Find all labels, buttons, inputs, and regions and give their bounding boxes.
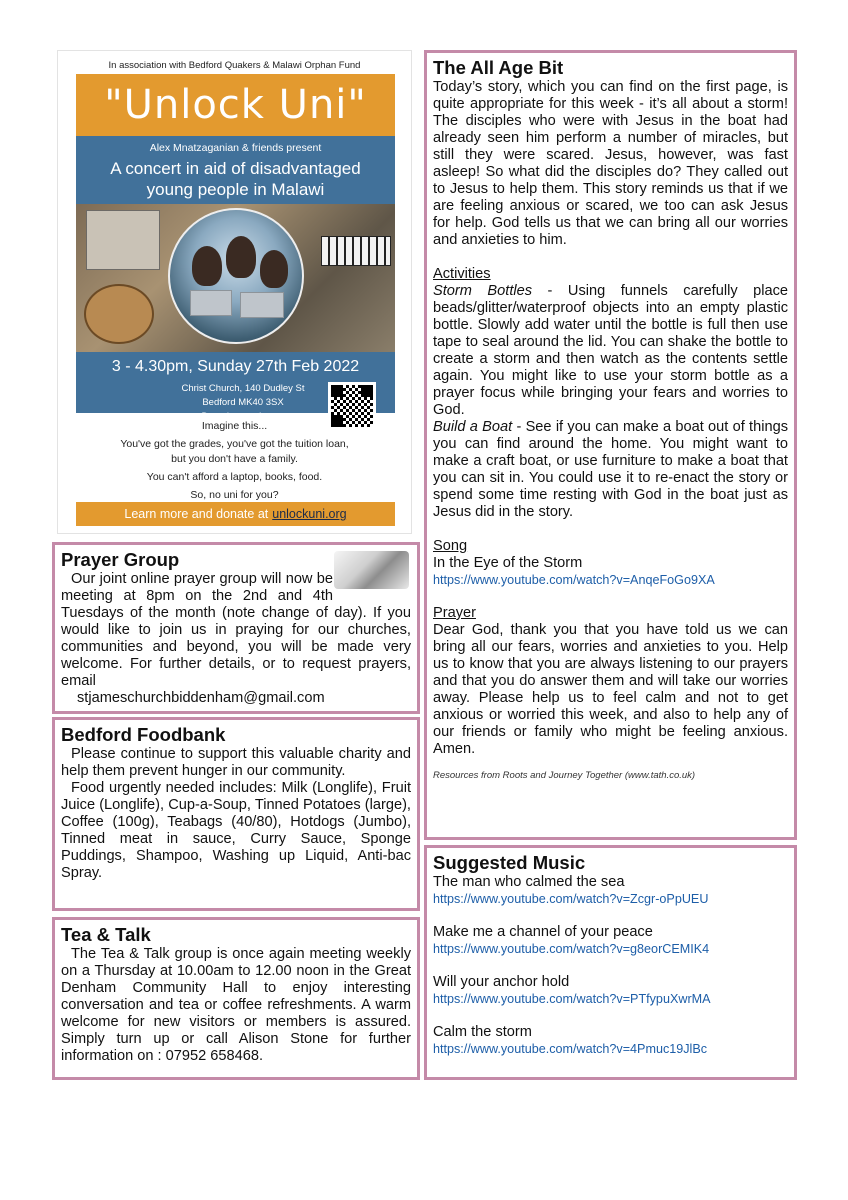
keyboard-image [321, 236, 391, 266]
accordion-image [86, 210, 160, 270]
foodbank-title: Bedford Foodbank [61, 724, 226, 745]
music-item [433, 1024, 788, 1057]
build-boat-text: - See if you can make a boat out of things you can find around the home. You might want to make a craft boat, or use furniture to make a boat that you can sit in. You could use it to re-enact the story or spend some time resting with God in the boat just as Jesus did in the story. [433, 419, 788, 520]
poster-grades-line: You've got the grades, you've got the tuition loan, [120, 438, 349, 450]
music-item-link[interactable]: https://www.youtube.com/watch?v=4Pmuc19JlBc [433, 1042, 708, 1056]
poster-photo [76, 204, 395, 352]
prayer-group-email[interactable]: stjameschurchbiddenham@gmail.com [77, 690, 325, 706]
prayer-heading: Prayer [433, 605, 476, 621]
tea-talk-text: The Tea & Talk group is once again meeting weekly on a Thursday at 10.00am to 12.00 noon in the Great Denham Community Hall to enjoy interesting conversation and tea or coffee refreshments. A warm welcome for new visitors or members is assured. Simply turn up or call Alison Stone for further information on : 07952 658468. [61, 946, 411, 1064]
storm-bottles-activity [433, 283, 788, 419]
address-line-2: Bedford MK40 3SX [202, 397, 284, 408]
foodbank-box [52, 717, 420, 911]
music-item-title: The man who calmed the sea [433, 874, 625, 890]
person-figure [192, 246, 222, 286]
praying-hands-image [334, 551, 409, 589]
poster-main-band [76, 136, 395, 422]
poster-grades-block [58, 437, 411, 467]
music-item-link[interactable]: https://www.youtube.com/watch?v=Zcgr-oPpUEU [433, 892, 709, 906]
concert-poster [57, 50, 412, 534]
song-heading: Song [433, 538, 468, 554]
build-boat-label: Build a Boat [433, 419, 513, 435]
music-item [433, 924, 788, 957]
person-figure [260, 250, 288, 288]
music-item [433, 974, 788, 1007]
tea-talk-title: Tea & Talk [61, 924, 151, 945]
poster-afford-line: You can't afford a laptop, books, food. [146, 471, 323, 483]
song-title: In the Eye of the Storm [433, 555, 583, 571]
prayer-group-box [52, 542, 420, 714]
poster-learn-more: Learn more and donate at [124, 507, 269, 521]
music-item-title: Will your anchor hold [433, 974, 570, 990]
suggested-music-box [424, 845, 797, 1080]
foodbank-needs: Food urgently needed includes: Milk (Longlife), Fruit Juice (Longlife), Cup-a-Soup, Tinned Potatoes (large), Coffee (100g), Teabags (40/80), Hotdogs (Jumbo), Tinned meat in sauce, Curry Sauce, Sponge Puddings, Shampoo, Washing up Liquid, Anti-bac Spray. [61, 780, 411, 881]
poster-address [168, 382, 318, 424]
address-line-1: Christ Church, 140 Dudley St [181, 383, 305, 394]
guitar-image [84, 284, 154, 344]
poster-headline: A concert in aid of disadvantaged young people in Malawi [110, 159, 361, 199]
tea-talk-box [52, 917, 420, 1080]
poster-association: In association with Bedford Quakers & Malawi Orphan Fund [108, 60, 361, 71]
resources-credit: Resources from Roots and Journey Together (www.tath.co.uk) [433, 770, 696, 781]
foodbank-intro: Please continue to support this valuable charity and help them prevent hunger in our community. [61, 746, 411, 779]
storm-bottles-label: Storm Bottles [433, 283, 533, 299]
all-age-box [424, 50, 797, 840]
poster-imagine: Imagine this... [201, 420, 268, 432]
person-figure [226, 236, 256, 278]
prayer-group-text: Our joint online prayer group will now be meeting at 8pm on the 2nd and 4th Tuesdays of the month (note change of day). If you would like to join us in praying for our churches, communities and beyond, you will be made very welcome. For further details, or to request prayers, email [61, 571, 411, 689]
music-item-title: Calm the storm [433, 1024, 532, 1040]
laptop-image [190, 290, 232, 316]
build-boat-activity [433, 419, 788, 521]
music-item-title: Make me a channel of your peace [433, 924, 653, 940]
poster-title: "Unlock Uni" [104, 82, 367, 128]
music-item-link[interactable]: https://www.youtube.com/watch?v=PTfypuXwrMA [433, 992, 711, 1006]
laptop-image [240, 292, 284, 318]
music-title: Suggested Music [433, 852, 586, 873]
prayer-group-title: Prayer Group [61, 549, 180, 570]
poster-story [58, 419, 411, 506]
poster-family-line: but you don't have a family. [171, 453, 298, 465]
poster-datetime: 3 - 4.30pm, Sunday 27th Feb 2022 [111, 358, 360, 375]
poster-nouni-line: So, no uni for you? [190, 489, 279, 501]
students-photo [168, 208, 304, 344]
music-item [433, 874, 788, 907]
donations-note: Donations welcome [201, 411, 285, 422]
all-age-intro: Today’s story, which you can find on the first page, is quite appropriate for this week - it’s all about a storm! The disciples who were with Jesus in the boat had already seen him perform a number of miracles, but still they were scared. Jesus, however, was fast asleep! So what did the disciples do? They called out to Jesus to help them. This story reminds us that if we are feeling anxious or scared, we too can ask Jesus for help. God tells us that we can bring all our worries and anxieties to him. [433, 79, 788, 248]
poster-title-band [76, 74, 395, 136]
poster-presenter: Alex Mnatzaganian & friends present [149, 142, 322, 154]
activities-heading: Activities [433, 266, 491, 282]
poster-url-link[interactable]: unlockuni.org [272, 507, 347, 521]
storm-bottles-text: - Using funnels carefully place beads/glitter/waterproof objects into an empty plastic bottle. Slowly add water until the bottle is full then use tape to seal around the lid. You can shake the bottle to create a storm and then watch as the contents settle again. You might like to use your storm bottle as a prayer focus while bringing your fears and worries to God. [433, 283, 788, 418]
song-link[interactable]: https://www.youtube.com/watch?v=AnqeFoGo9XA [433, 573, 715, 587]
all-age-title: The All Age Bit [433, 57, 564, 78]
music-item-link[interactable]: https://www.youtube.com/watch?v=g8eorCEMIK4 [433, 942, 710, 956]
poster-donate-band [76, 502, 395, 526]
prayer-text: Dear God, thank you that you have told us we can bring all our fears, worries and anxieties to you. Help us to know that you are always listening to our prayers and that you do answer them and will take our worries away. Please help us to feel calm and not to get anxious or worried this week, and also to help any of our friends or family who might be feeling anxious. Amen. [433, 622, 788, 757]
